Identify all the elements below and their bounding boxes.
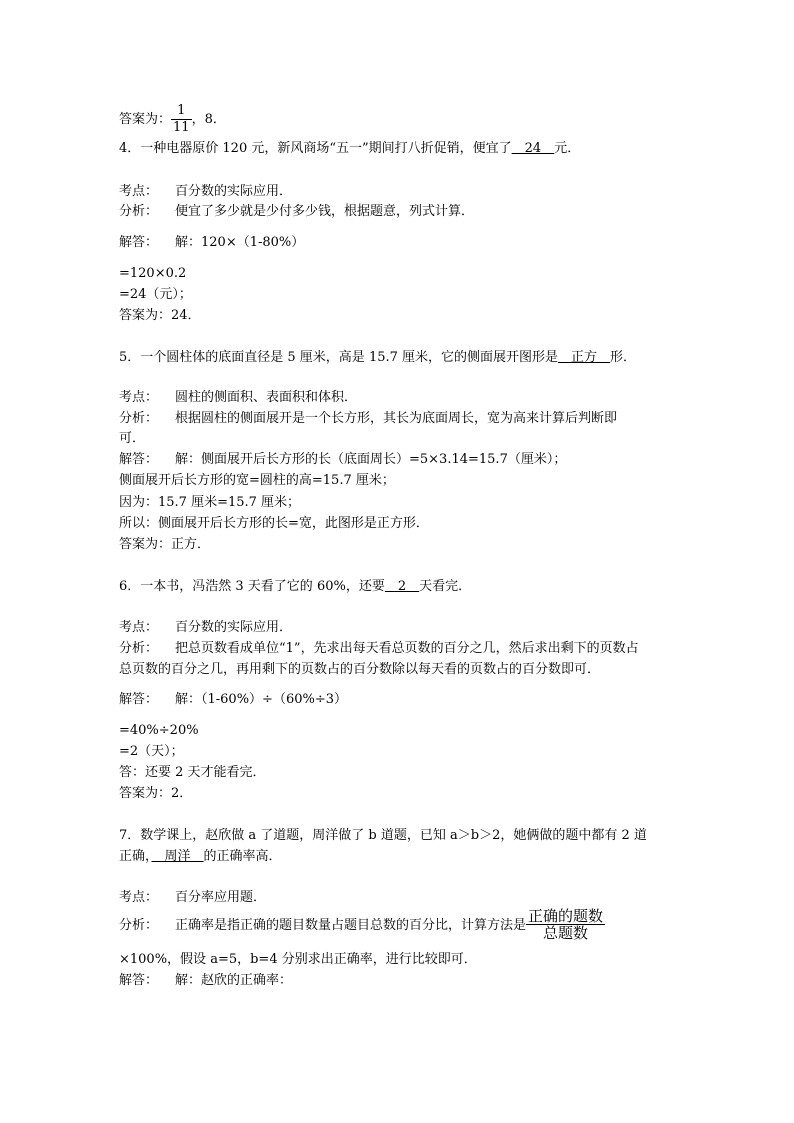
q4-fenxi-text: 便宜了多少就是少付多少钱，根据题意，列式计算． [175, 204, 475, 219]
q5-answer-blank: 正方 [558, 350, 611, 365]
q4-step-2: =24（元）； [119, 287, 192, 302]
q6-fenxi-cont: 总页数的百分之几，再用剩下的页数占的百分数除以每天看的页数占的百分数即可． [119, 662, 601, 677]
q6-jieda-label: 解答： [119, 692, 159, 707]
q3-answer-tail: ，8． [191, 112, 226, 127]
q7-fenxi-cont: ×100%，假设 a=5，b=4 分别求出正确率，进行比较即可． [119, 952, 477, 967]
q7-stem: 7．数学课上，赵欣做 a 了道题，周洋做了 b 道题，已知 a＞b＞2，她俩做的题中都有 2 道 [119, 828, 647, 843]
q6-stem-end: 天看完． [419, 579, 472, 594]
q4-stem-end: 元． [554, 141, 581, 156]
q7-kaodian [119, 889, 266, 907]
q6-jieda-text: 解：（1-60%）÷（60%÷3） [175, 692, 348, 707]
q5-kaodian-text: 圆柱的侧面积、表面积和体积． [175, 390, 358, 405]
q4-jieda [119, 234, 304, 252]
q6-kaodian-label: 考点： [119, 620, 159, 635]
q6-kaodian [119, 619, 292, 637]
q5-stem-end: 形． [610, 350, 637, 365]
q4-kaodian-label: 考点： [119, 184, 159, 199]
q5-step-2: 因为：15.7 厘米=15.7 厘米； [119, 495, 301, 510]
q7-fenxi [119, 909, 605, 942]
q5-fenxi-label: 分析： [119, 411, 159, 426]
q5-fenxi-text: 根据圆柱的侧面展开是一个长方形，其长为底面周长，宽为高来计算后判断即 [175, 411, 618, 426]
q5-step-1: 侧面展开后长方形的宽=圆柱的高=15.7 厘米； [119, 473, 395, 488]
q4-step-1: =120×0.2 [119, 266, 187, 281]
q5-jieda [119, 451, 566, 469]
q4-answer-blank: 24 [511, 141, 555, 156]
q6-step-3: 答：还要 2 天才能看完． [119, 765, 266, 780]
q3-answer-prefix: 答案为： [119, 112, 172, 127]
q3-fraction-denominator: 11 [173, 120, 190, 135]
q6-fenxi [119, 640, 639, 658]
q7-kaodian-text: 百分率应用题． [175, 890, 267, 905]
q5-kaodian-label: 考点： [119, 390, 159, 405]
q4-kaodian [119, 183, 292, 201]
q5-stem-text: 5．一个圆柱体的底面直径是 5 厘米，高是 15.7 厘米，它的侧面展开图形是 [119, 350, 559, 365]
q6-kaodian-text: 百分数的实际应用． [175, 620, 293, 635]
q7-fraction-denominator: 总题数 [526, 924, 605, 941]
q7-jieda [119, 972, 292, 990]
q7-fenxi-text: 正确率是指正确的题目数量占题目总数的百分比，计算方法是 [175, 918, 527, 933]
q5-stem [119, 349, 636, 367]
q6-stem [119, 578, 471, 596]
q5-jieda-text: 解：侧面展开后长方形的长（底面周长）=5×3.14=15.7（厘米）； [175, 452, 567, 467]
q3-fraction-numerator: 1 [177, 103, 186, 118]
q4-jieda-text: 解：120×（1-80%） [175, 235, 305, 250]
q4-answer: 答案为：24． [119, 308, 201, 323]
q6-stem-text: 6．一本书，冯浩然 3 天看了它的 60%，还要 [119, 579, 385, 594]
q7-stem-end: 的正确率高． [203, 849, 282, 864]
q4-fenxi [119, 203, 474, 221]
q5-jieda-label: 解答： [119, 452, 159, 467]
q6-fenxi-label: 分析： [119, 641, 159, 656]
q5-kaodian [119, 389, 357, 407]
q3-answer-line [119, 103, 226, 136]
q4-stem-text: 4．一种电器原价 120 元，新风商场“五一”期间打八折促销，便宜了 [119, 141, 512, 156]
q6-answer: 答案为：2． [119, 786, 193, 801]
q5-fenxi-cont: 可． [119, 431, 146, 446]
q7-fraction-numerator: 正确的题数 [528, 907, 604, 925]
q4-kaodian-text: 百分数的实际应用． [175, 184, 293, 199]
q6-step-1: =40%÷20% [119, 723, 199, 738]
q6-fenxi-text: 把总页数看成单位“1”，先求出每天看总页数的百分之几，然后求出剩下的页数占 [175, 641, 639, 656]
q7-stem-cont [119, 848, 282, 866]
q4-fenxi-label: 分析： [119, 204, 159, 219]
q7-fenxi-label: 分析： [119, 918, 159, 933]
q7-answer-blank: 周洋 [151, 849, 204, 864]
q7-accuracy-fraction [526, 908, 605, 941]
q7-jieda-label: 解答： [119, 973, 159, 988]
q6-jieda [119, 691, 347, 709]
q5-fenxi [119, 410, 617, 428]
q6-answer-blank: 2 [384, 579, 420, 594]
q5-step-3: 所以：侧面展开后长方形的长=宽，此图形是正方形． [119, 516, 429, 531]
q5-answer: 答案为：正方． [119, 537, 211, 552]
q3-answer-fraction [171, 103, 192, 136]
q7-stem-text: 正确， [119, 849, 152, 864]
q4-jieda-label: 解答： [119, 235, 159, 250]
q6-step-2: =2（天）； [119, 744, 184, 759]
q7-jieda-text: 解：赵欣的正确率： [175, 973, 293, 988]
q4-stem [119, 140, 580, 158]
q7-kaodian-label: 考点： [119, 890, 159, 905]
